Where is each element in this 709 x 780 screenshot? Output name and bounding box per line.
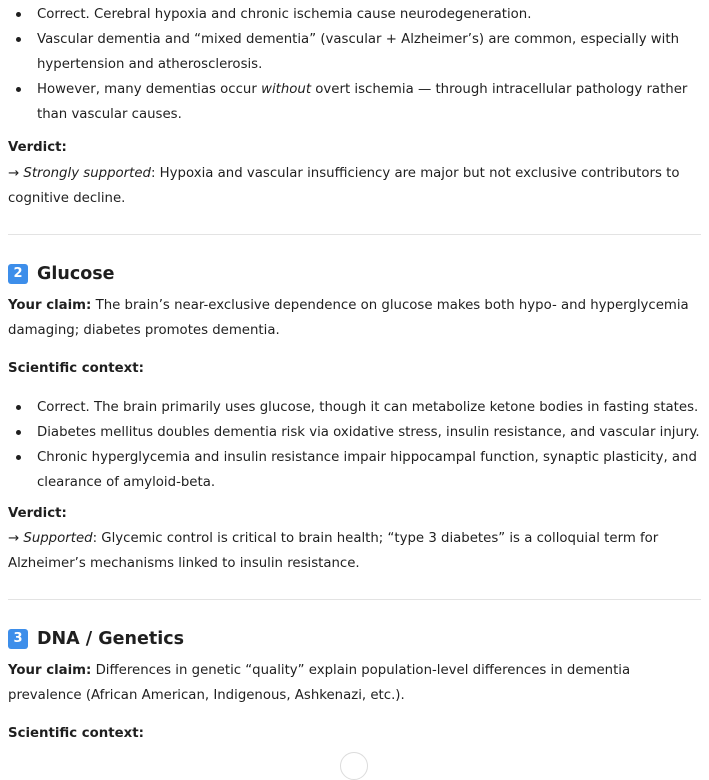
section3-claim xyxy=(0,658,709,708)
bullet-text-em: without xyxy=(261,82,312,97)
list-item: Chronic hyperglycemia and insulin resistance impair hippocampal function, synaptic plasticity, and clearance of amyloid-beta. xyxy=(0,445,709,495)
section1-verdict-label: Verdict: xyxy=(8,140,67,155)
verdict-rating: Supported xyxy=(23,531,93,546)
claim-label: Your claim: xyxy=(8,663,92,678)
section2-verdict xyxy=(0,526,709,576)
verdict-arrow: → xyxy=(8,166,24,181)
verdict-text: : Hypoxia and vascular insufficiency are major but not exclusive contributors to cognitive decline. xyxy=(8,166,680,206)
claim-text: Differences in genetic “quality” explain population-level differences in dementia prevalence (African American, Indigenous, Ashkenazi, etc.). xyxy=(8,663,631,703)
bullet-text-pre: However, many dementias occur xyxy=(37,82,262,97)
section3-title: DNA / Genetics xyxy=(37,629,185,649)
verdict-text: : Glycemic control is critical to brain health; “type 3 diabetes” is a colloquial term for Alzheimer’s mechanisms linked to insulin resistance. xyxy=(8,531,659,571)
keycap-number-icon: 2 xyxy=(8,264,28,284)
claim-text: The brain’s near-exclusive dependence on glucose makes both hypo- and hyperglycemia damaging; diabetes promotes dementia. xyxy=(8,298,689,338)
section2-title: Glucose xyxy=(37,264,115,284)
keycap-number-icon: 3 xyxy=(8,629,28,649)
section2-heading xyxy=(0,260,709,288)
list-item: Diabetes mellitus doubles dementia risk via oxidative stress, insulin resistance, and vascular injury. xyxy=(0,420,709,445)
section2-verdict-label: Verdict: xyxy=(8,506,67,521)
section2-bullet-list xyxy=(0,395,709,495)
list-item: Vascular dementia and “mixed dementia” (vascular + Alzheimer’s) are common, especially with hypertension and atherosclerosis. xyxy=(0,27,709,77)
scroll-down-button[interactable] xyxy=(340,752,368,780)
section2-claim xyxy=(0,293,709,343)
list-item: Correct. Cerebral hypoxia and chronic ischemia cause neurodegeneration. xyxy=(0,2,709,27)
section1-bullet-list xyxy=(0,2,709,127)
verdict-rating: Strongly supported xyxy=(23,166,151,181)
claim-label: Your claim: xyxy=(8,298,92,313)
section1-verdict xyxy=(0,161,709,211)
section3-context-label: Scientific context: xyxy=(8,726,144,741)
verdict-arrow: → xyxy=(8,531,24,546)
bullet-text-post: overt ischemia — through intracellular pathology rather than vascular causes. xyxy=(37,82,688,122)
section3-heading xyxy=(0,625,709,653)
section2-context-label: Scientific context: xyxy=(8,361,144,376)
list-item: Correct. The brain primarily uses glucose, though it can metabolize ketone bodies in fasting states. xyxy=(0,395,709,420)
list-item xyxy=(0,77,709,127)
